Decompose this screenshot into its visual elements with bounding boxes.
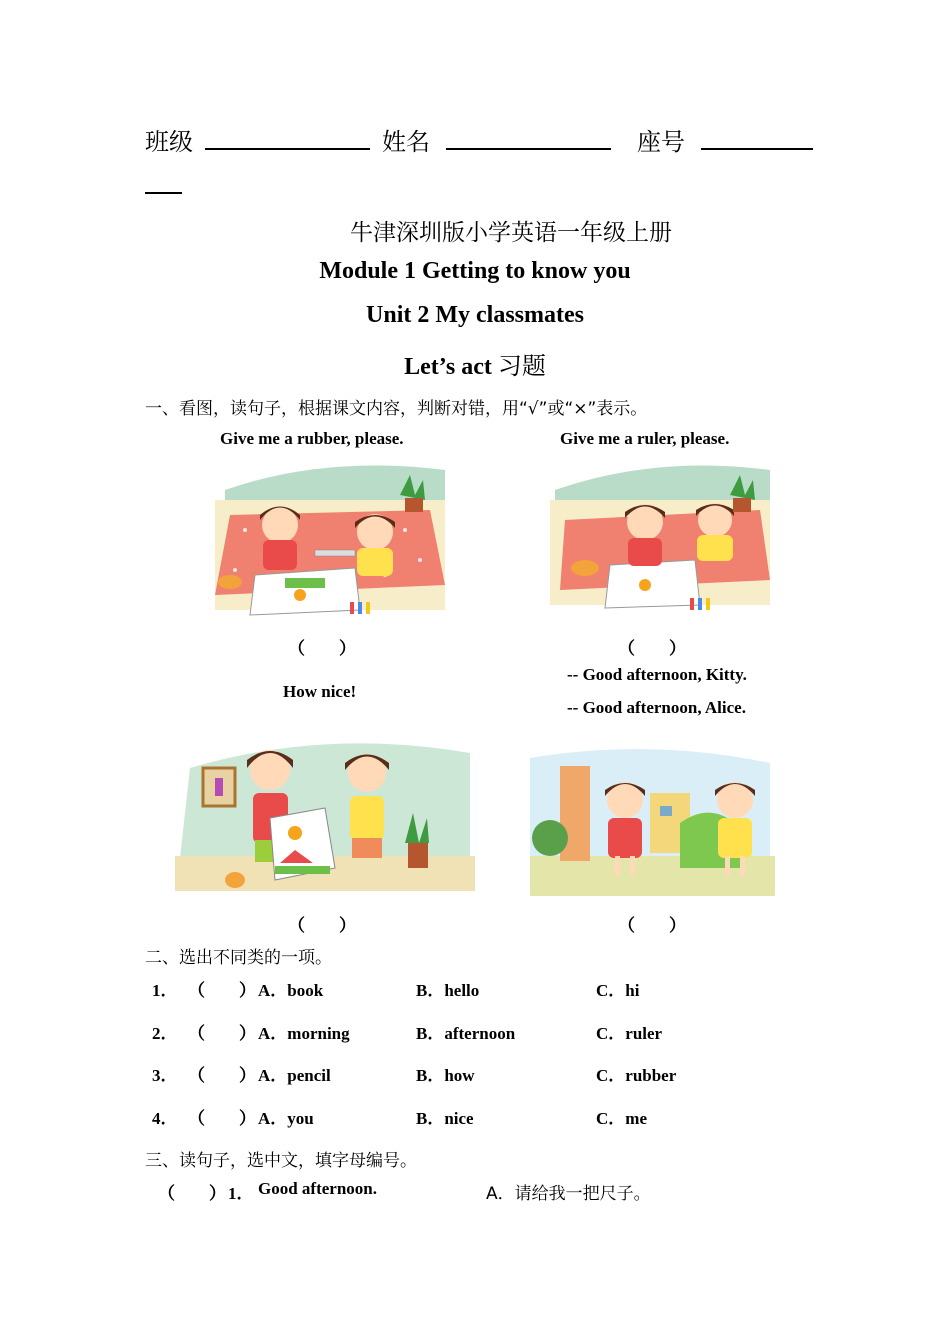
caption-2: Give me a ruler, please.	[560, 429, 730, 448]
section2-instruction: 二、选出不同类的一项。	[145, 948, 332, 968]
title-module: Module 1 Getting to know you	[319, 258, 631, 284]
question-number: 2．	[152, 1024, 178, 1043]
option-c: C．hi	[596, 981, 640, 1000]
caption-4-line1: -- Good afternoon, Kitty.	[567, 665, 747, 684]
answer-paren-3[interactable]: （ ）	[288, 916, 356, 935]
option-c: C．me	[596, 1109, 647, 1128]
option-b: B．afternoon	[416, 1024, 516, 1043]
question-row	[152, 976, 852, 1000]
answer-paren[interactable]: （ ）	[188, 1024, 256, 1043]
option-c: C．ruler	[596, 1024, 663, 1043]
caption-4-line2: -- Good afternoon, Alice.	[567, 698, 746, 717]
question-row	[152, 1104, 852, 1128]
question-row	[152, 1061, 852, 1085]
lesson-cn: 习题	[497, 352, 546, 380]
option-b: B．hello	[416, 981, 480, 1000]
option-a: A．book	[258, 981, 324, 1000]
english-sentence: Good afternoon.	[258, 1179, 377, 1198]
question-row	[152, 1019, 852, 1043]
option-a: A．morning	[258, 1024, 350, 1043]
option-c: C．rubber	[596, 1066, 677, 1085]
option-a: A．pencil	[258, 1066, 331, 1085]
picture-2-illustration	[545, 460, 775, 618]
seat-blank-continued	[145, 192, 182, 194]
option-a: A．you	[258, 1109, 314, 1128]
question-number: 1．	[228, 1184, 254, 1203]
answer-paren-4[interactable]: （ ）	[618, 916, 686, 935]
name-label: 姓名	[382, 128, 430, 156]
question-number: 4．	[152, 1109, 178, 1128]
class-blank[interactable]	[205, 126, 370, 150]
option-b: B．nice	[416, 1109, 474, 1128]
title-lesson	[0, 346, 950, 381]
answer-paren-2[interactable]: （ ）	[618, 639, 686, 658]
answer-paren[interactable]: （ ）	[188, 981, 256, 1000]
caption-3: How nice!	[283, 682, 357, 701]
section1-instruction: 一、看图，读句子，根据课文内容，判断对错，用“√”或“×”表示。	[145, 399, 648, 419]
class-label: 班级	[145, 128, 193, 156]
picture-3-illustration	[175, 728, 475, 900]
answer-paren-1[interactable]: （ ）	[288, 639, 356, 658]
matching-row	[158, 1179, 808, 1203]
option-b: B．how	[416, 1066, 475, 1085]
answer-paren[interactable]: （ ）	[158, 1184, 226, 1203]
seat-label: 座号	[637, 128, 685, 156]
section3-instruction: 三、读句子，选中文，填字母编号。	[145, 1151, 417, 1171]
answer-paren[interactable]: （ ）	[188, 1066, 256, 1085]
chinese-option: A．请给我一把尺子。	[486, 1184, 651, 1204]
title-chinese: 牛津深圳版小学英语一年级上册	[350, 220, 672, 246]
answer-paren[interactable]: （ ）	[188, 1109, 256, 1128]
question-number: 1．	[152, 981, 178, 1000]
seat-blank[interactable]	[701, 126, 813, 150]
question-number: 3．	[152, 1066, 178, 1085]
title-unit: Unit 2 My classmates	[366, 302, 584, 328]
name-blank[interactable]	[446, 126, 611, 150]
picture-1-illustration	[205, 460, 450, 625]
lesson-en: Let’s act	[404, 354, 492, 380]
picture-4-illustration	[530, 738, 775, 900]
caption-1: Give me a rubber, please.	[220, 429, 404, 448]
student-info-line	[145, 122, 819, 157]
